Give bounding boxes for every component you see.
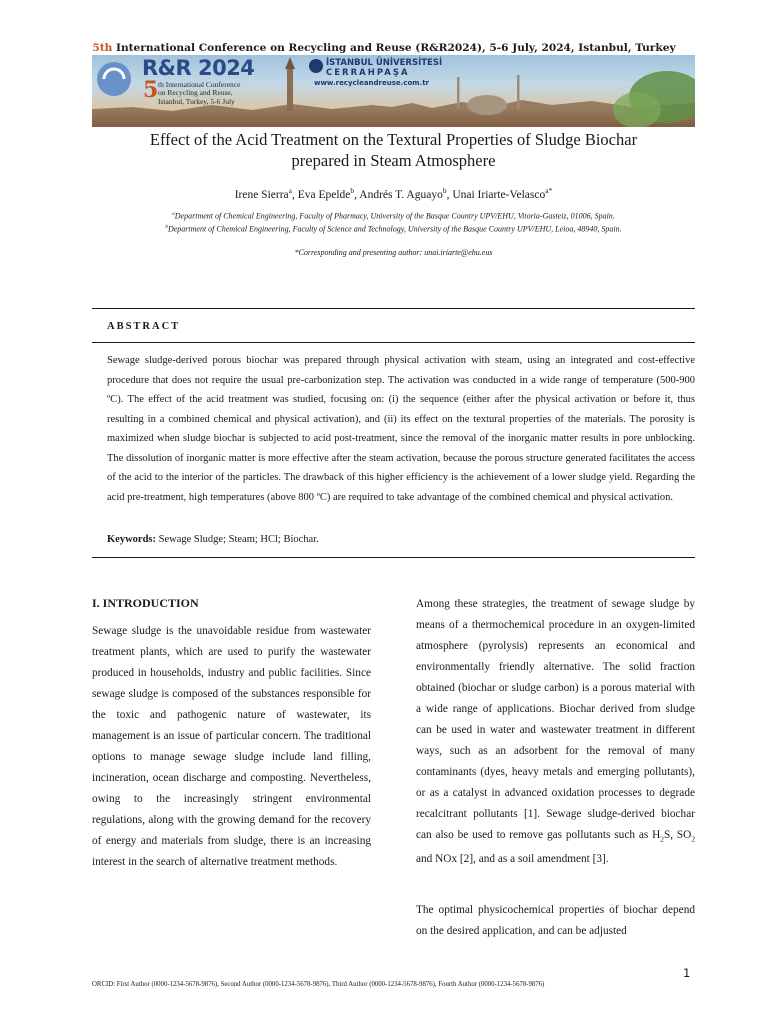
affiliation-text: Department of Chemical Engineering, Faculty of Pharmacy, University of the Basque Country UPV/EHU, Vitoria-Gasteiz, 01006, Spain. <box>174 211 615 221</box>
university-seal-icon <box>309 59 323 73</box>
conference-number: 5th <box>92 42 113 54</box>
corresponding-author: *Corresponding and presenting author: unai.iriarte@ehu.eus <box>294 248 493 257</box>
author-name: Irene Sierra <box>234 188 289 201</box>
author-separator: , <box>446 188 453 201</box>
author-affil-mark: b <box>442 186 447 195</box>
author-separator: , <box>354 188 360 201</box>
page-number: 1 <box>683 966 691 980</box>
banner-logo-number: 5 <box>143 77 159 103</box>
author-affil-mark: b <box>350 186 355 195</box>
minaret-shape <box>517 75 520 109</box>
author-affil-mark: a* <box>545 186 553 195</box>
banner-subtitle-line: th International Conference <box>158 80 241 89</box>
paragraph-text: S, SO <box>663 829 692 841</box>
abstract-heading: ABSTRACT <box>107 321 181 332</box>
conference-banner <box>92 55 695 127</box>
tower-roof-shape <box>285 57 295 69</box>
minaret-shape <box>457 77 460 109</box>
banner-subtitle-line: Istanbul, Turkey, 5-6 July <box>158 96 235 106</box>
intro-paragraph <box>416 594 695 870</box>
divider <box>92 342 695 343</box>
author-name: Unai Iriarte-Velasco <box>452 188 546 201</box>
keywords-label: Keywords: <box>107 534 156 545</box>
paragraph-text: Among these strategies, the treatment of sewage sludge by means of a thermochemical procedure in an oxygen-limited atmosphere (pyrolysis) represents an economical and environmentally friendly alternative. The solid fraction obtained (biochar or sludge carbon) is a porous material with a wide range of applications. Biochar derived from sludge can be used in water and wastewater treatment in different ways, such as an adsorbent for the removal of many contaminants (dyes, heavy metals and emerging pollutants), or as a catalyst in advanced oxidation processes to degrade recalcitrant pollutants [1]. Sewage sludge-derived biochar can also be used to remove gas pollutants such as H <box>416 598 695 841</box>
affiliation <box>0 211 768 221</box>
affiliation-text: Department of Chemical Engineering, Faculty of Science and Technology, University of the Basque Country UPV/EHU, Leioa, 48940, Spain. <box>167 224 622 234</box>
intro-paragraph: Sewage sludge is the unavoidable residue from wastewater treatment plants, which are used to purify the wastewater produced in households, industry and public facilities. Since sewage sludge is composed of the substances responsible for the toxic and pathogenic nature of wastewater, its management is an issue of particular concern. The traditional options to manage sewage sludge include land filling, incineration, ocean discharge and composting. Nevertheless, owing to the increasingly stringent environmental regulations, along with the growing demand for the recovery of energy and materials from sludge, there is an increasing interest in the search of alternative treatment methods. <box>92 625 371 868</box>
author-separator: , <box>291 188 298 201</box>
divider <box>92 557 695 558</box>
section-heading: I. INTRODUCTION <box>92 596 199 610</box>
galata-tower-shape <box>287 69 293 111</box>
keywords-line <box>107 534 319 545</box>
banner-logo-text: R&R 2024 <box>142 56 255 80</box>
intro-paragraph: The optimal physicochemical properties of biochar depend on the desired application, and can be adjusted <box>416 904 695 937</box>
divider <box>92 308 695 309</box>
affiliation <box>0 224 768 234</box>
paragraph-text: and NOx [2], and as a soil amendment [3]. <box>416 853 609 866</box>
title-line: prepared in Steam Atmosphere <box>291 151 496 170</box>
university-subname: CERRAHPAŞA <box>326 68 410 78</box>
mosque-dome-shape <box>467 95 507 115</box>
keywords-text: Sewage Sludge; Steam; HCl; Biochar. <box>156 534 319 545</box>
banner-logo-subtitle <box>158 81 240 106</box>
author-affil-mark: a <box>288 186 292 195</box>
conference-header <box>0 42 768 54</box>
author-name: Andrés T. Aguayo <box>359 188 443 201</box>
title-line: Effect of the Acid Treatment on the Textural Properties of Sludge Biochar <box>149 130 638 149</box>
subscript: 2 <box>691 834 696 844</box>
university-name: İSTANBUL ÜNİVERSİTESİ <box>326 58 443 68</box>
author-list <box>0 186 768 201</box>
subscript: 2 <box>660 834 664 844</box>
tree-foliage-shape <box>613 92 661 127</box>
affiliation-mark: b <box>165 224 168 230</box>
banner-subtitle-line: on Recycling and Reuse, <box>158 88 233 98</box>
recycle-logo-icon <box>97 62 131 96</box>
banner-website: www.recycleandreuse.com.tr <box>314 79 430 87</box>
affiliation-mark: a <box>172 211 175 217</box>
conference-title: International Conference on Recycling and Reuse (R&R2024), 5-6 July, 2024, Istanbul, Turkey <box>112 42 676 54</box>
paper-title <box>0 129 768 171</box>
abstract-text: Sewage sludge-derived porous biochar was prepared through physical activation with steam, using an integrated and cost-effective procedure that does not require the usual pre-carbonization step. The activation was conducted in a wide range of temperature (500-900 ºC). The effect of the acid treatment was studied, focusing on: (i) the sequence (either after the physical activation or before it, thus resulting in a combined chemical and physical activation), and (ii) its effect on the textural properties of the materials. The porosity is maximized when sludge biochar is subjected to acid post-treatment, since the removal of the inorganic matter results in pore unblocking. The dissolution of inorganic matter is more effective after the steam activation, because the porous structure generated facilitates the access of the acid to the interior of the particles. The drawback of this higher efficiency is the achievement of a lower sludge yield. Regarding the acid pre-treatment, high temperatures (above 800 ºC) are required to take advantage of the combined chemical and physical activation. <box>107 355 695 503</box>
orcid-footer: ORCID: First Author (0000-1234-5678-9876), Second Author (0000-1234-5678-9876), Third Author (0000-1234-5678-9876), Fourth Author (0000-1234-5678-9876) <box>92 981 545 988</box>
author-name: Eva Epelde <box>297 188 351 201</box>
